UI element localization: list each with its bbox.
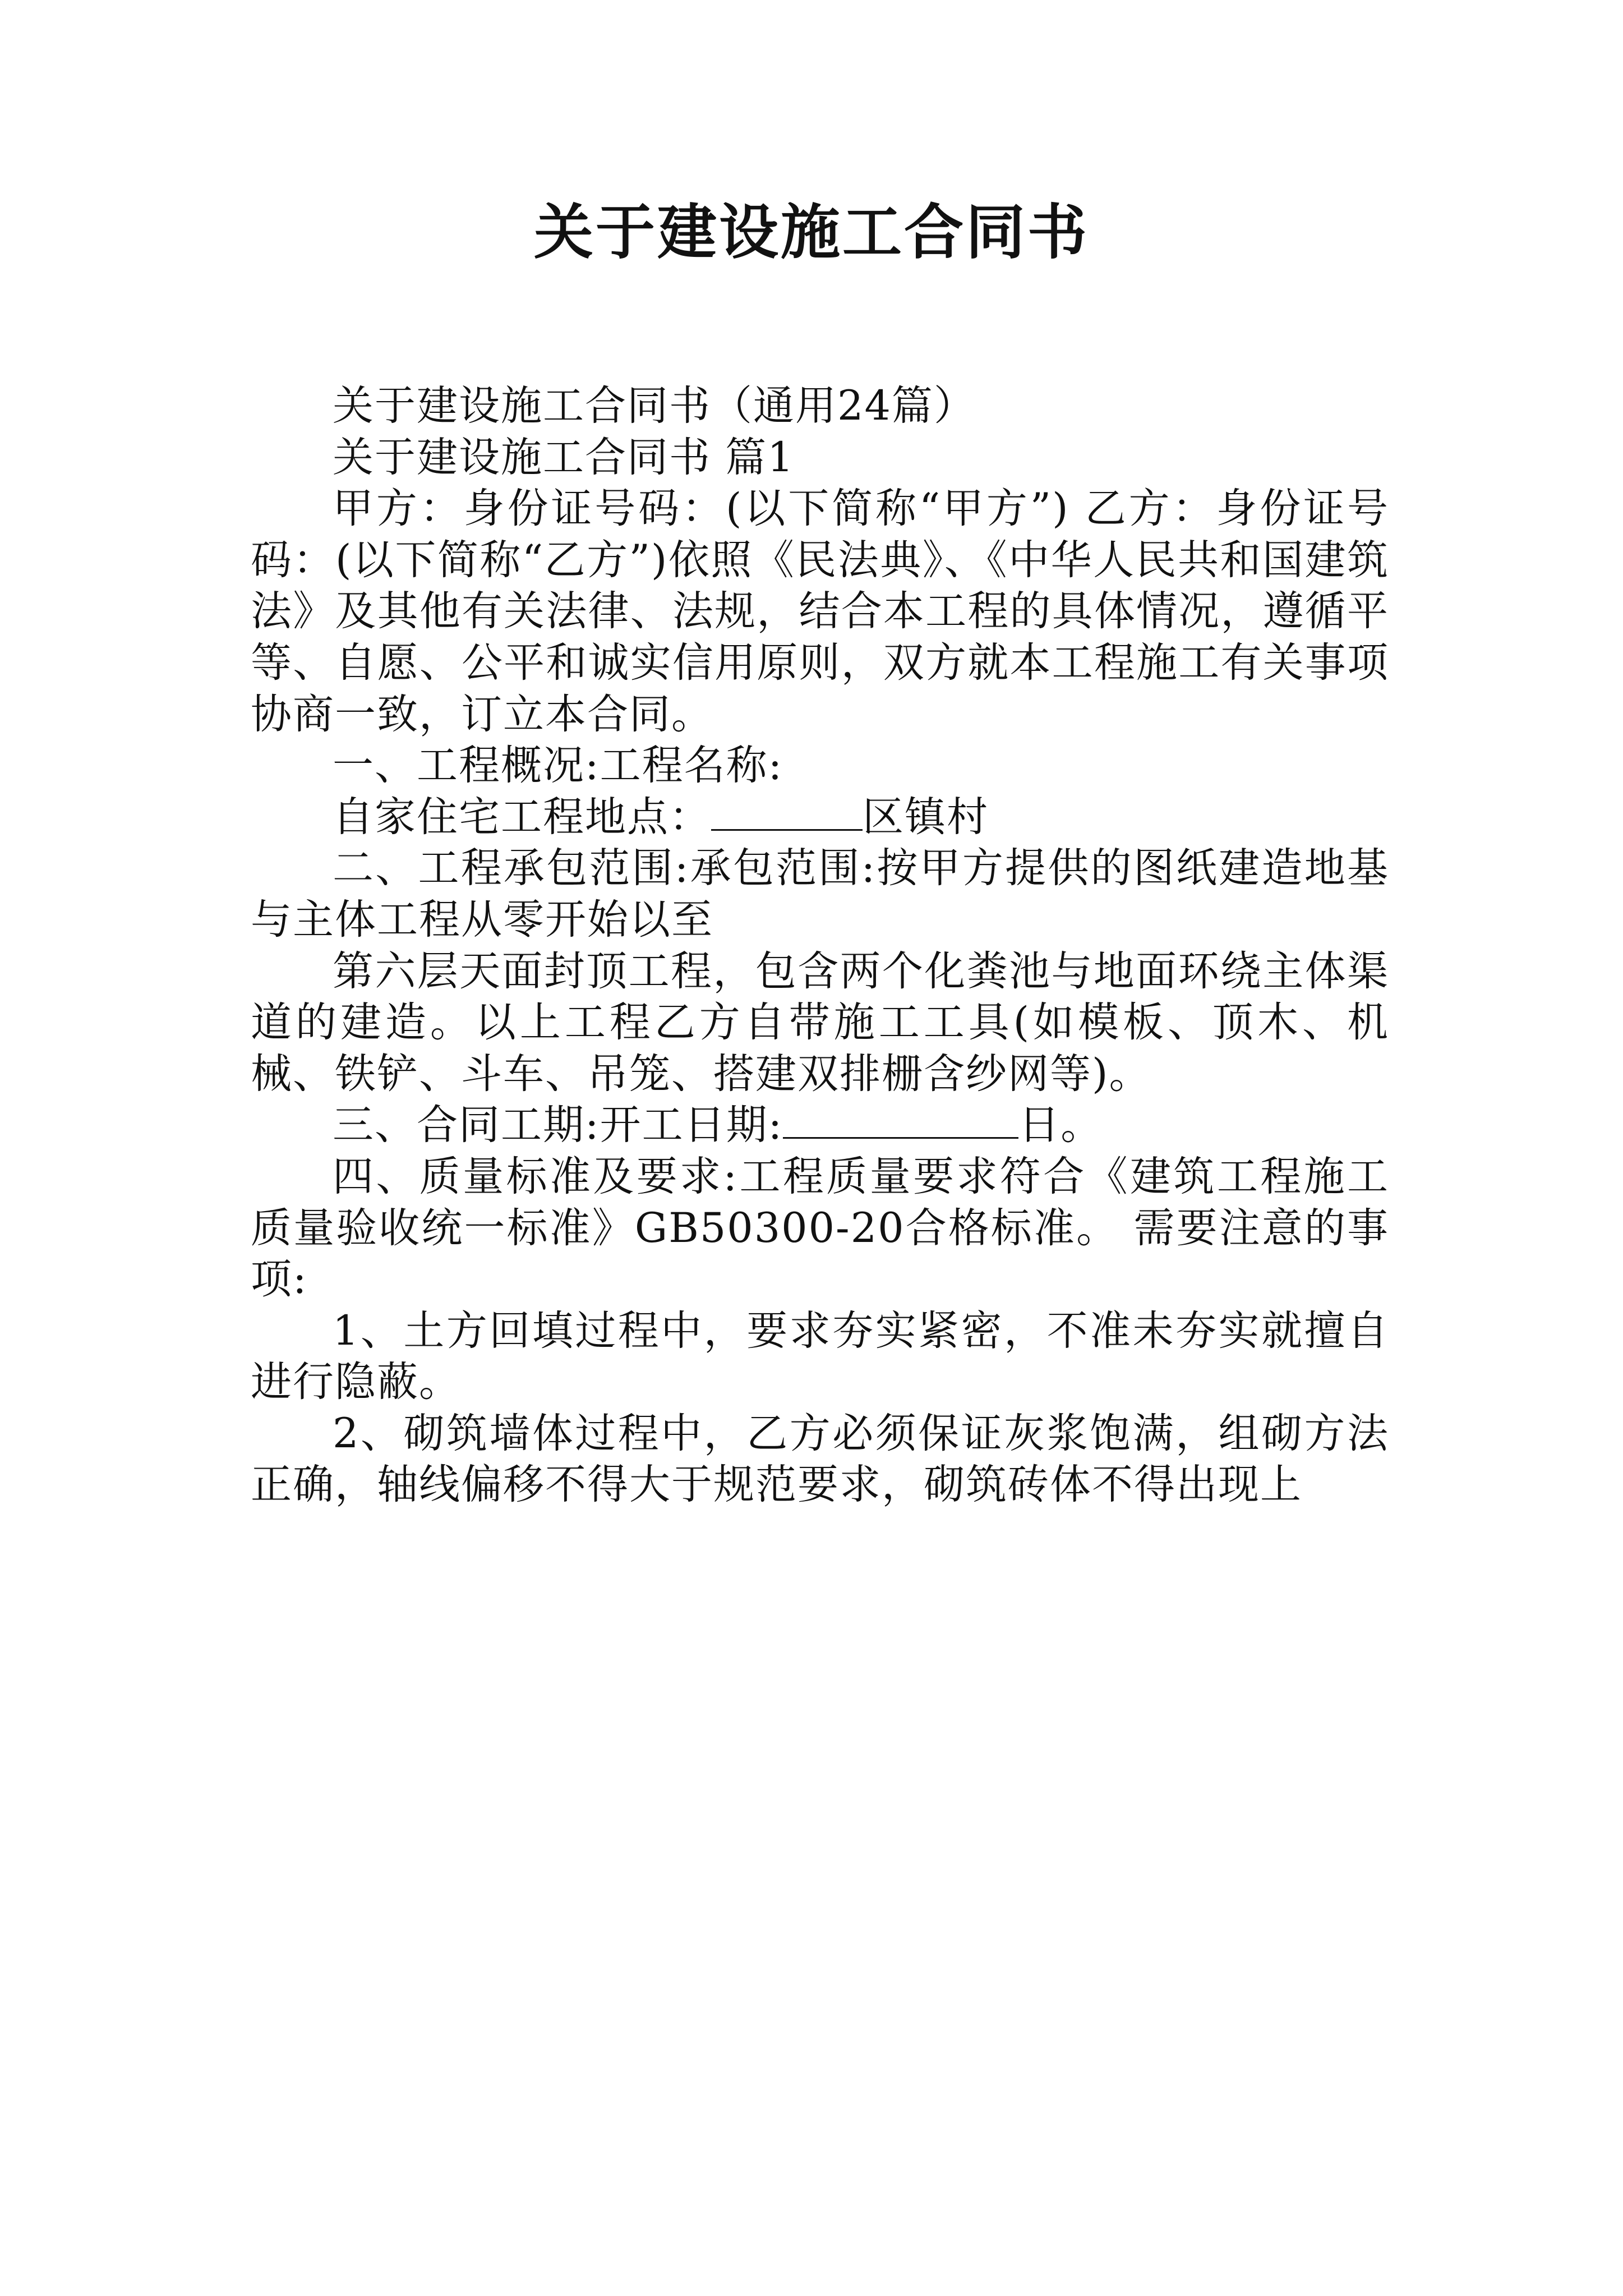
paragraph-project-location [251,792,1389,843]
paragraph-item-1: 1、土方回填过程中，要求夯实紧密，不准未夯实就擅自进行隐蔽。 [251,1306,1389,1406]
location-label: 自家住宅工程地点： [333,793,711,841]
paragraph-project-overview: 一、工程概况:工程名称: [333,742,783,790]
schedule-suffix: 日。 [1018,1101,1103,1149]
paragraph-scope-detail: 第六层天面封顶工程，包含两个化粪池与地面环绕主体渠道的建造。以上工程乙方自带施工工具(如模板、顶木、机械、铁铲、斗车、吊笼、搭建双排栅含纱网等)。 [251,947,1389,1098]
paragraph-subtitle: 关于建设施工合同书（通用24篇） [333,382,976,430]
document-title: 关于建设施工合同书 [534,198,1089,267]
document-body [251,380,1389,1511]
paragraph-item-2: 2、砌筑墙体过程中，乙方必须保证灰浆饱满，组砌方法正确，轴线偏移不得大于规范要求，砌筑砖体不得出现上 [251,1409,1389,1509]
schedule-blank [783,1103,1018,1139]
paragraph-parties: 甲方：身份证号码：(以下简称“甲方”) 乙方：身份证号码：(以下简称“乙方”)依照《民法典》、《中华人民共和国建筑法》及其他有关法律、法规，结合本工程的具体情况，遵循平等、自愿、公平和诚实信用原则，双方就本工程施工有关事项协商一致，订立本合同。 [251,485,1389,738]
paragraph-quality: 四、质量标准及要求:工程质量要求符合《建筑工程施工质量验收统一标准》GB50300-20合格标准。 需要注意的事项: [251,1152,1389,1304]
paragraph-scope: 二、工程承包范围:承包范围:按甲方提供的图纸建造地基与主体工程从零开始以至 [251,844,1389,944]
location-blank [711,795,863,831]
location-suffix: 区镇村 [863,793,989,841]
paragraph-section-heading: 关于建设施工合同书 篇1 [333,433,795,481]
schedule-label: 三、合同工期:开工日期: [333,1101,783,1149]
paragraph-schedule [251,1099,1389,1151]
